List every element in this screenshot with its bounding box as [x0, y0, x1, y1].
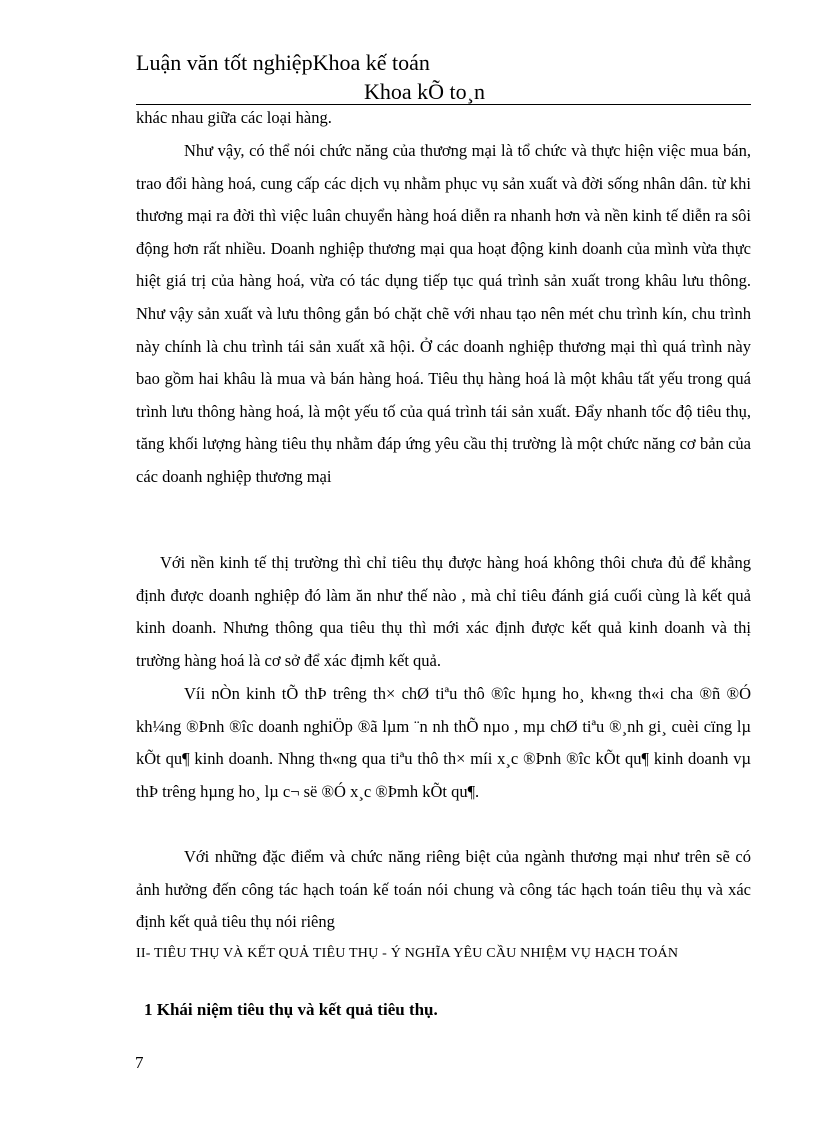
- paragraph-5: Với những đặc điểm và chức năng riêng biệt của ngành thương mại như trên sẽ có ảnh hưởng đến công tác hạch toán kế toán nói chung và công tác hạch toán tiêu thụ và xác định kết quả tiêu thụ nói riêng: [136, 847, 751, 932]
- subsection-heading: 1 Khái niệm tiêu thụ và kết quả tiêu thụ.: [144, 1000, 438, 1019]
- header-title: Luận văn tốt nghiệpKhoa kế toán: [136, 50, 430, 75]
- paragraph-1: khác nhau giữa các loại hàng.: [136, 108, 332, 127]
- paragraph-2: Như vậy, có thể nói chức năng của thương mại là tổ chức và thực hiện việc mua bán, trao đổi hàng hoá, cung cấp các dịch vụ nhằm phục vụ sản xuất và đời sống nhân dân. từ khi thương mại ra đời thì việc luân chuyển hàng hoá diễn ra nhanh hơn và nền kinh tế diễn ra sôi động hơn rất nhiều. Doanh nghiệp thương mại qua hoạt động kinh doanh của mình vừa thực hiệt giá trị của hàng hoá, vừa có tác dụng tiếp tục quá trình sản xuất trong khâu lưu thông. Như vậy sản xuất và lưu thông gắn bó chặt chẽ với nhau tạo nên mét chu trình kín, chu trình này chính là chu trình tái sản xuất xã hội. Ở các doanh nghiệp thương mại thì quá trình này bao gồm hai khâu là mua và bán hàng hoá. Tiêu thụ hàng hoá là một khâu tất yếu trong quá trình lưu thông hàng hoá, là một yếu tố của quá trình tái sản xuất. Đẩy nhanh tốc độ tiêu thụ, tăng khối lượng hàng tiêu thụ nhằm đáp ứng yêu cầu thị trường là một chức năng cơ bản của các doanh nghiệp thương mại: [136, 141, 751, 486]
- paragraph-3: Với nền kinh tế thị trường thì chỉ tiêu thụ được hàng hoá không thôi chưa đủ để khẳng định được doanh nghiệp đó làm ăn như thế nào , mà chỉ tiêu đánh giá cuối cùng là kết quả kinh doanh. Nhưng thông qua tiêu thụ thì mới xác định được kết quả kinh doanh và thị trường hàng hoá là cơ sở để xác địmh kết quả.: [136, 553, 751, 670]
- section-heading: II- TIÊU THỤ VÀ KẾT QUẢ TIÊU THỤ - Ý NGHĨA YÊU CẦU NHIỆM VỤ HẠCH TOÁN: [136, 946, 679, 961]
- paragraph-4: Víi nÒn kinh tÕ thÞ trêng th× chØ tiªu thô ®îc hµng ho¸ kh«ng th«i cha ®ñ ®Ó kh¼ng ®Þnh ®îc doanh nghiÖp ®ã lµm ¨n nh thÕ nµo , mµ chØ tiªu ®¸nh gi¸ cuèi cïng lµ kÕt qu¶ kinh doanh. Nhng th«ng qua tiªu thô th× míi x¸c ®Þnh ®îc kÕt qu¶ kinh doanh vµ thÞ trêng hµng ho¸ lµ c¬ së ®Ó x¸c ®Þmh kÕt qu¶.: [136, 684, 751, 801]
- page-number: 7: [135, 1053, 144, 1072]
- header-subtitle: Khoa kÕ to¸n: [364, 79, 485, 104]
